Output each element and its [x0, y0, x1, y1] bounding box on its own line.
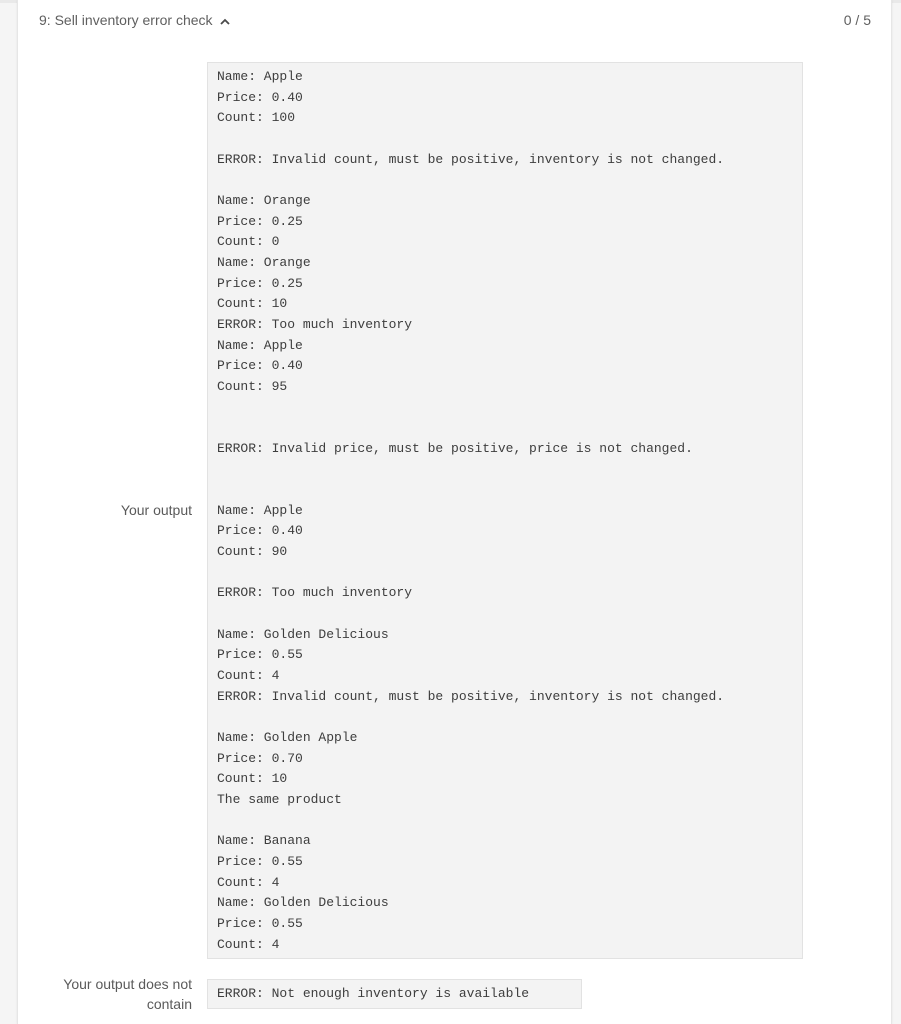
chevron-up-icon[interactable] — [220, 9, 230, 31]
does-not-contain-box — [207, 979, 582, 1009]
your-output-box — [207, 62, 803, 959]
test-title: 9: Sell inventory error check — [39, 12, 213, 28]
does-not-contain-text: ERROR: Not enough inventory is available — [217, 986, 530, 1001]
test-header — [39, 9, 871, 31]
test-score: 0 / 5 — [843, 12, 871, 28]
does-not-contain-label: Your output does not contain — [63, 976, 192, 1012]
your-output-label: Your output — [120, 502, 192, 518]
test-title-toggle[interactable] — [39, 9, 230, 31]
your-output-text: Name: Apple Price: 0.40 Count: 100 ERROR: Invalid count, must be positive, inventory is not changed. Name: Orange Price: 0.25 Count: 0 Name: Orange Price: 0.25 Count: 10 ERROR: Too much inventory Name: Apple Price: 0.40 Count: 95 ERROR: Invalid price, must be positive, price is not changed. Name: Apple Price: 0.40 Count: 90 ERROR: Too much inventory Name: Golden Delicious Price: 0.55 Count: 4 ERROR: Invalid count, must be positive, inventory is not changed. Name: Golden Apple Price: 0.70 Count: 10 The same product Name: Banana Price: 0.55 Count: 4 Name: Golden Delicious Price: 0.55 Count: 4 — [217, 69, 725, 952]
